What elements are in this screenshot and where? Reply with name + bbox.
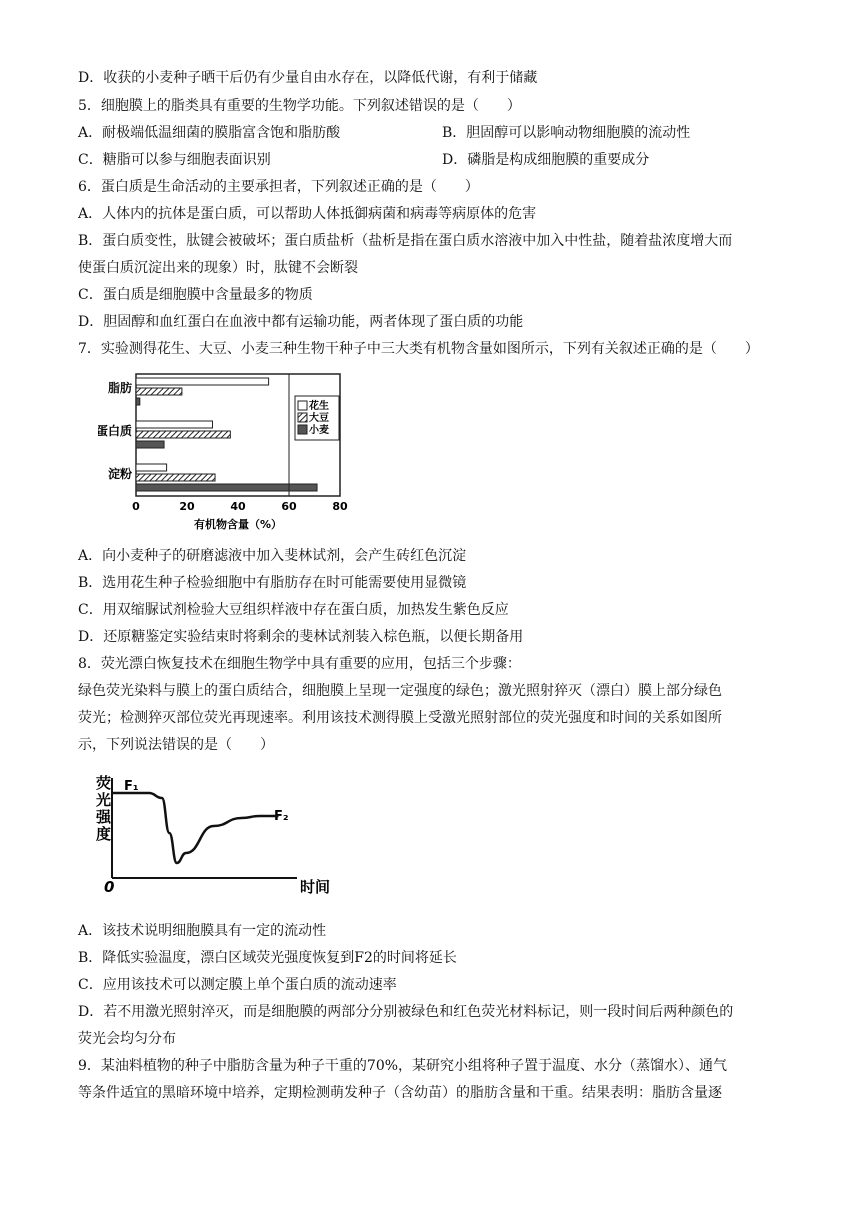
legend-label-soybean: 大豆 (309, 413, 329, 424)
q5-option-c: C．糖脂可以参与细胞表面识别 (78, 152, 271, 168)
bar-peanut-2 (136, 464, 167, 471)
q8-stem: 8．荧光漂白恢复技术在细胞生物学中具有重要的应用，包括三个步骤： (78, 656, 521, 672)
x-axis-label: 时间 (300, 878, 331, 896)
q8-option-d-cont: 荧光会均匀分布 (78, 1031, 176, 1047)
legend-label-wheat: 小麦 (309, 425, 329, 436)
q4-option-d: D．收获的小麦种子晒干后仍有少量自由水存在，以降低代谢，有利于储藏 (78, 70, 538, 86)
q8-paragraph-3: 示，下列说法错误的是（ ） (78, 737, 274, 753)
q6-option-d: D．胆固醇和血红蛋白在血液中都有运输功能，两者体现了蛋白质的功能 (78, 314, 524, 330)
annotation-f1: F₁ (124, 779, 139, 794)
q9-stem-2: 等条件适宜的黑暗环境中培养，定期检测萌发种子（含幼苗）的脂肪含量和干重。结果表明：脂肪含量逐 (78, 1085, 722, 1101)
bar-wheat-1 (136, 441, 164, 448)
q8-paragraph-1: 绿色荧光染料与膜上的蛋白质结合，细胞膜上呈现一定强度的绿色；激光照射猝灭（漂白）膜上部分绿色 (78, 683, 722, 699)
q7-option-b: B．选用花生种子检验细胞中有脂肪存在时可能需要使用显微镜 (78, 575, 467, 591)
origin-label: 0 (104, 878, 115, 896)
x-axis-label: 有机物含量（%） (193, 518, 283, 531)
x-tick-label: 0 (132, 500, 140, 513)
category-label: 淀粉 (107, 467, 132, 481)
q8-option-c: C．应用该技术可以测定膜上单个蛋白质的流动速率 (78, 977, 397, 993)
bar-soybean-2 (136, 474, 215, 481)
y-axis-label: 荧光强度 (96, 774, 112, 843)
bar-chart-svg (98, 368, 360, 534)
annotation-f2: F₂ (274, 809, 289, 824)
legend-label-peanut: 花生 (309, 401, 329, 412)
bar-peanut-1 (136, 421, 213, 428)
q5-option-b: B．胆固醇可以影响动物细胞膜的流动性 (442, 125, 691, 141)
q5-option-d: D．磷脂是构成细胞膜的重要成分 (442, 152, 650, 168)
q6-option-c: C．蛋白质是细胞膜中含量最多的物质 (78, 287, 313, 303)
fluorescence-curve (112, 793, 279, 863)
category-label: 蛋白质 (98, 424, 132, 438)
q6-stem: 6．蛋白质是生命活动的主要承担者，下列叙述正确的是（ ） (78, 179, 479, 195)
q7-stem: 7．实验测得花生、大豆、小麦三种生物干种子中三大类有机物含量如图所示，下列有关叙述正确的是（ ） (78, 341, 759, 357)
q7-option-d: D．还原糖鉴定实验结束时将剩余的斐林试剂装入棕色瓶，以便长期备用 (78, 629, 524, 645)
legend-swatch-peanut (298, 401, 307, 410)
q8-option-d: D．若不用激光照射淬灭，而是细胞膜的两部分分别被绿色和红色荧光材料标记，则一段时间后两种颜色的 (78, 1004, 734, 1020)
fluorescence-curve-chart (82, 768, 352, 904)
q8-option-a: A．该技术说明细胞膜具有一定的流动性 (78, 923, 327, 939)
q5-option-a: A．耐极端低温细菌的膜脂富含饱和脂肪酸 (78, 125, 341, 141)
bar-soybean-0 (136, 388, 182, 395)
x-tick-label: 40 (230, 500, 246, 513)
legend-swatch-wheat (298, 425, 307, 434)
q7-option-a: A．向小麦种子的研磨滤液中加入斐林试剂，会产生砖红色沉淀 (78, 548, 467, 564)
bar-wheat-0 (136, 398, 140, 405)
x-tick-label: 60 (281, 500, 297, 513)
legend-swatch-soybean (298, 413, 307, 422)
q5-stem: 5．细胞膜上的脂类具有重要的生物学功能。下列叙述错误的是（ ） (78, 98, 521, 114)
q8-paragraph-2: 荧光；检测猝灭部位荧光再现速率。利用该技术测得膜上受激光照射部位的荧光强度和时间的关系如图所 (78, 710, 722, 726)
x-tick-label: 80 (332, 500, 348, 513)
category-label: 脂肪 (107, 381, 132, 395)
q7-option-c: C．用双缩脲试剂检验大豆组织样液中存在蛋白质，加热发生紫色反应 (78, 602, 509, 618)
q8-option-b: B．降低实验温度，漂白区域荧光强度恢复到F2的时间将延长 (78, 950, 457, 966)
q6-option-b: B．蛋白质变性，肽键会被破坏；蛋白质盐析（盐析是指在蛋白质水溶液中加入中性盐，随着盐浓度增大而 (78, 233, 733, 249)
bar-soybean-1 (136, 431, 230, 438)
q9-stem-1: 9．某油料植物的种子中脂肪含量为种子干重的70%，某研究小组将种子置于温度、水分（蒸馏水）、通气 (78, 1058, 728, 1074)
organic-content-bar-chart (98, 368, 360, 534)
bar-peanut-0 (136, 378, 269, 385)
x-tick-label: 20 (179, 500, 195, 513)
bar-wheat-2 (136, 484, 317, 491)
curve-chart-svg (82, 768, 352, 904)
q6-option-b-cont: 使蛋白质沉淀出来的现象）时，肽键不会断裂 (78, 260, 358, 276)
q6-option-a: A．人体内的抗体是蛋白质，可以帮助人体抵御病菌和病毒等病原体的危害 (78, 206, 537, 222)
